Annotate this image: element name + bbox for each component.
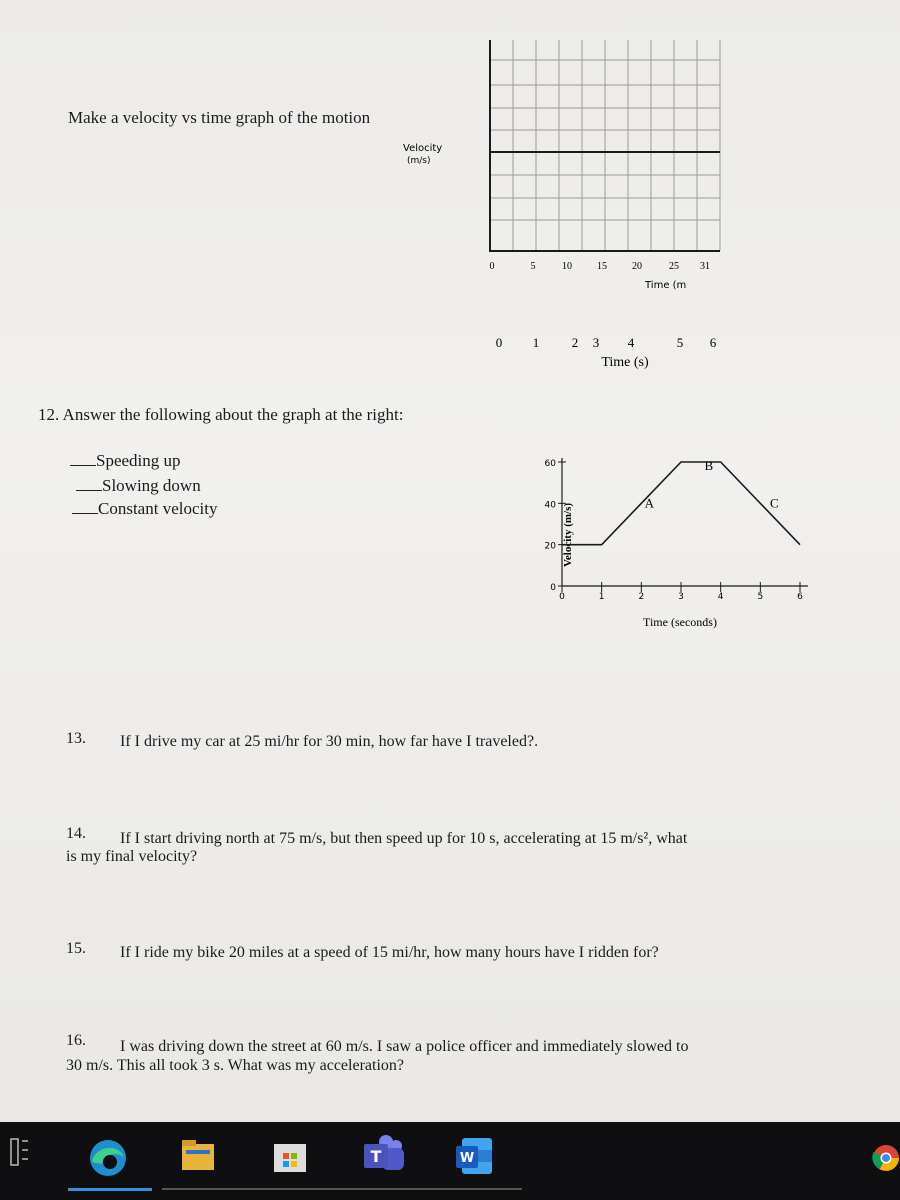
- blank-tick-bottom: 5: [676, 335, 684, 350]
- chart-y-tick-label: 40: [544, 500, 556, 511]
- question-16-text-line2: 30 m/s. This all took 3 s. What was my acceleration?: [66, 1057, 404, 1074]
- question-14-number: 14.: [66, 825, 86, 842]
- edge-icon[interactable]: [84, 1134, 132, 1182]
- chart-x-tick-label: 0: [559, 592, 565, 602]
- answer-option-speeding-up[interactable]: Speeding up: [70, 451, 181, 471]
- chart-segment-label: B: [704, 458, 714, 473]
- question-14-text-line1: If I start driving north at 75 m/s, but then speed up for 10 s, accelerating at 15 m/s², what: [120, 830, 688, 847]
- blank-tick-top: 5: [530, 261, 536, 272]
- chart-velocity-line: [562, 462, 800, 545]
- question-16-number: 16.: [66, 1032, 86, 1049]
- question-13-text: If I drive my car at 25 mi/hr for 30 min, how far have I traveled?.: [120, 733, 539, 750]
- chart-x-tick-label: 5: [757, 592, 764, 602]
- question-15-text: If I ride my bike 20 miles at a speed of 15 mi/hr, how many hours have I ridden for?: [120, 944, 659, 961]
- blank-tick-top: 10: [562, 261, 572, 272]
- blank-graph-xlabel-top: Time (m: [645, 280, 687, 291]
- blank-tick-top: 31: [700, 261, 710, 272]
- blank-tick-bottom: 1: [532, 335, 540, 350]
- word-letter: W: [459, 1151, 475, 1166]
- file-explorer-icon[interactable]: [176, 1134, 220, 1178]
- blank-tick-top: 25: [669, 261, 679, 272]
- blank-tick-bottom: 0: [495, 335, 503, 350]
- chart-x-tick-label: 4: [717, 592, 724, 602]
- task-view-icon[interactable]: [8, 1136, 30, 1170]
- chart-y-tick-label: 60: [544, 459, 556, 469]
- answer-blank[interactable]: [70, 465, 96, 466]
- chart-x-tick-label: 1: [598, 592, 605, 602]
- blank-tick-top: 0: [489, 261, 495, 272]
- chart-segment-label: C: [769, 495, 779, 511]
- question-16-text-line1: I was driving down the street at 60 m/s. I saw a police officer and immediately slowed to: [120, 1038, 689, 1055]
- taskbar-active-indicator: [162, 1188, 522, 1190]
- chrome-icon[interactable]: [870, 1138, 900, 1178]
- teams-letter: T: [370, 1147, 382, 1166]
- velocity-time-chart: [500, 450, 830, 640]
- chart-y-tick-label: 20: [544, 541, 556, 552]
- answer-option-slowing-down[interactable]: Slowing down: [76, 476, 201, 496]
- chart-segment-label: A: [644, 495, 655, 511]
- blank-tick-top: 15: [597, 261, 607, 272]
- answer-option-constant-velocity[interactable]: Constant velocity: [72, 499, 217, 519]
- velocity-graph-prompt: Make a velocity vs time graph of the motion: [68, 108, 371, 127]
- question-13-number: 13.: [66, 730, 86, 747]
- blank-graph-ylabel-2: (m/s): [407, 156, 431, 166]
- taskbar: [0, 1122, 900, 1200]
- blank-tick-bottom: 4: [627, 335, 635, 350]
- blank-graph-xlabel-bottom: Time (s): [601, 355, 649, 370]
- blank-tick-bottom: 3: [592, 335, 600, 350]
- taskbar-active-indicator: [68, 1188, 152, 1191]
- blank-graph-grid: [490, 40, 720, 250]
- chart-x-tick-label: 3: [678, 592, 684, 602]
- store-icon[interactable]: [270, 1134, 310, 1178]
- answer-blank[interactable]: [76, 490, 102, 491]
- blank-graph-ylabel-1: Velocity: [403, 143, 443, 154]
- answer-blank[interactable]: [72, 513, 98, 514]
- blank-tick-bottom: 6: [709, 335, 717, 350]
- chart-ylabel: Velocity (m/s): [562, 502, 574, 568]
- chart-y-tick-label: 0: [550, 583, 556, 593]
- chart-x-tick-label: 6: [797, 592, 803, 602]
- blank-tick-top: 20: [632, 261, 642, 272]
- blank-velocity-graph: [395, 40, 735, 370]
- question-15-number: 15.: [66, 940, 86, 957]
- blank-tick-bottom: 2: [571, 335, 579, 350]
- question-14-text-line2: is my final velocity?: [66, 848, 198, 865]
- chart-xlabel: Time (seconds): [643, 615, 717, 629]
- word-icon[interactable]: [452, 1134, 496, 1178]
- chart-x-tick-label: 2: [638, 592, 645, 602]
- question-12-text: 12. Answer the following about the graph at the right:: [38, 405, 404, 424]
- teams-icon[interactable]: [360, 1132, 408, 1180]
